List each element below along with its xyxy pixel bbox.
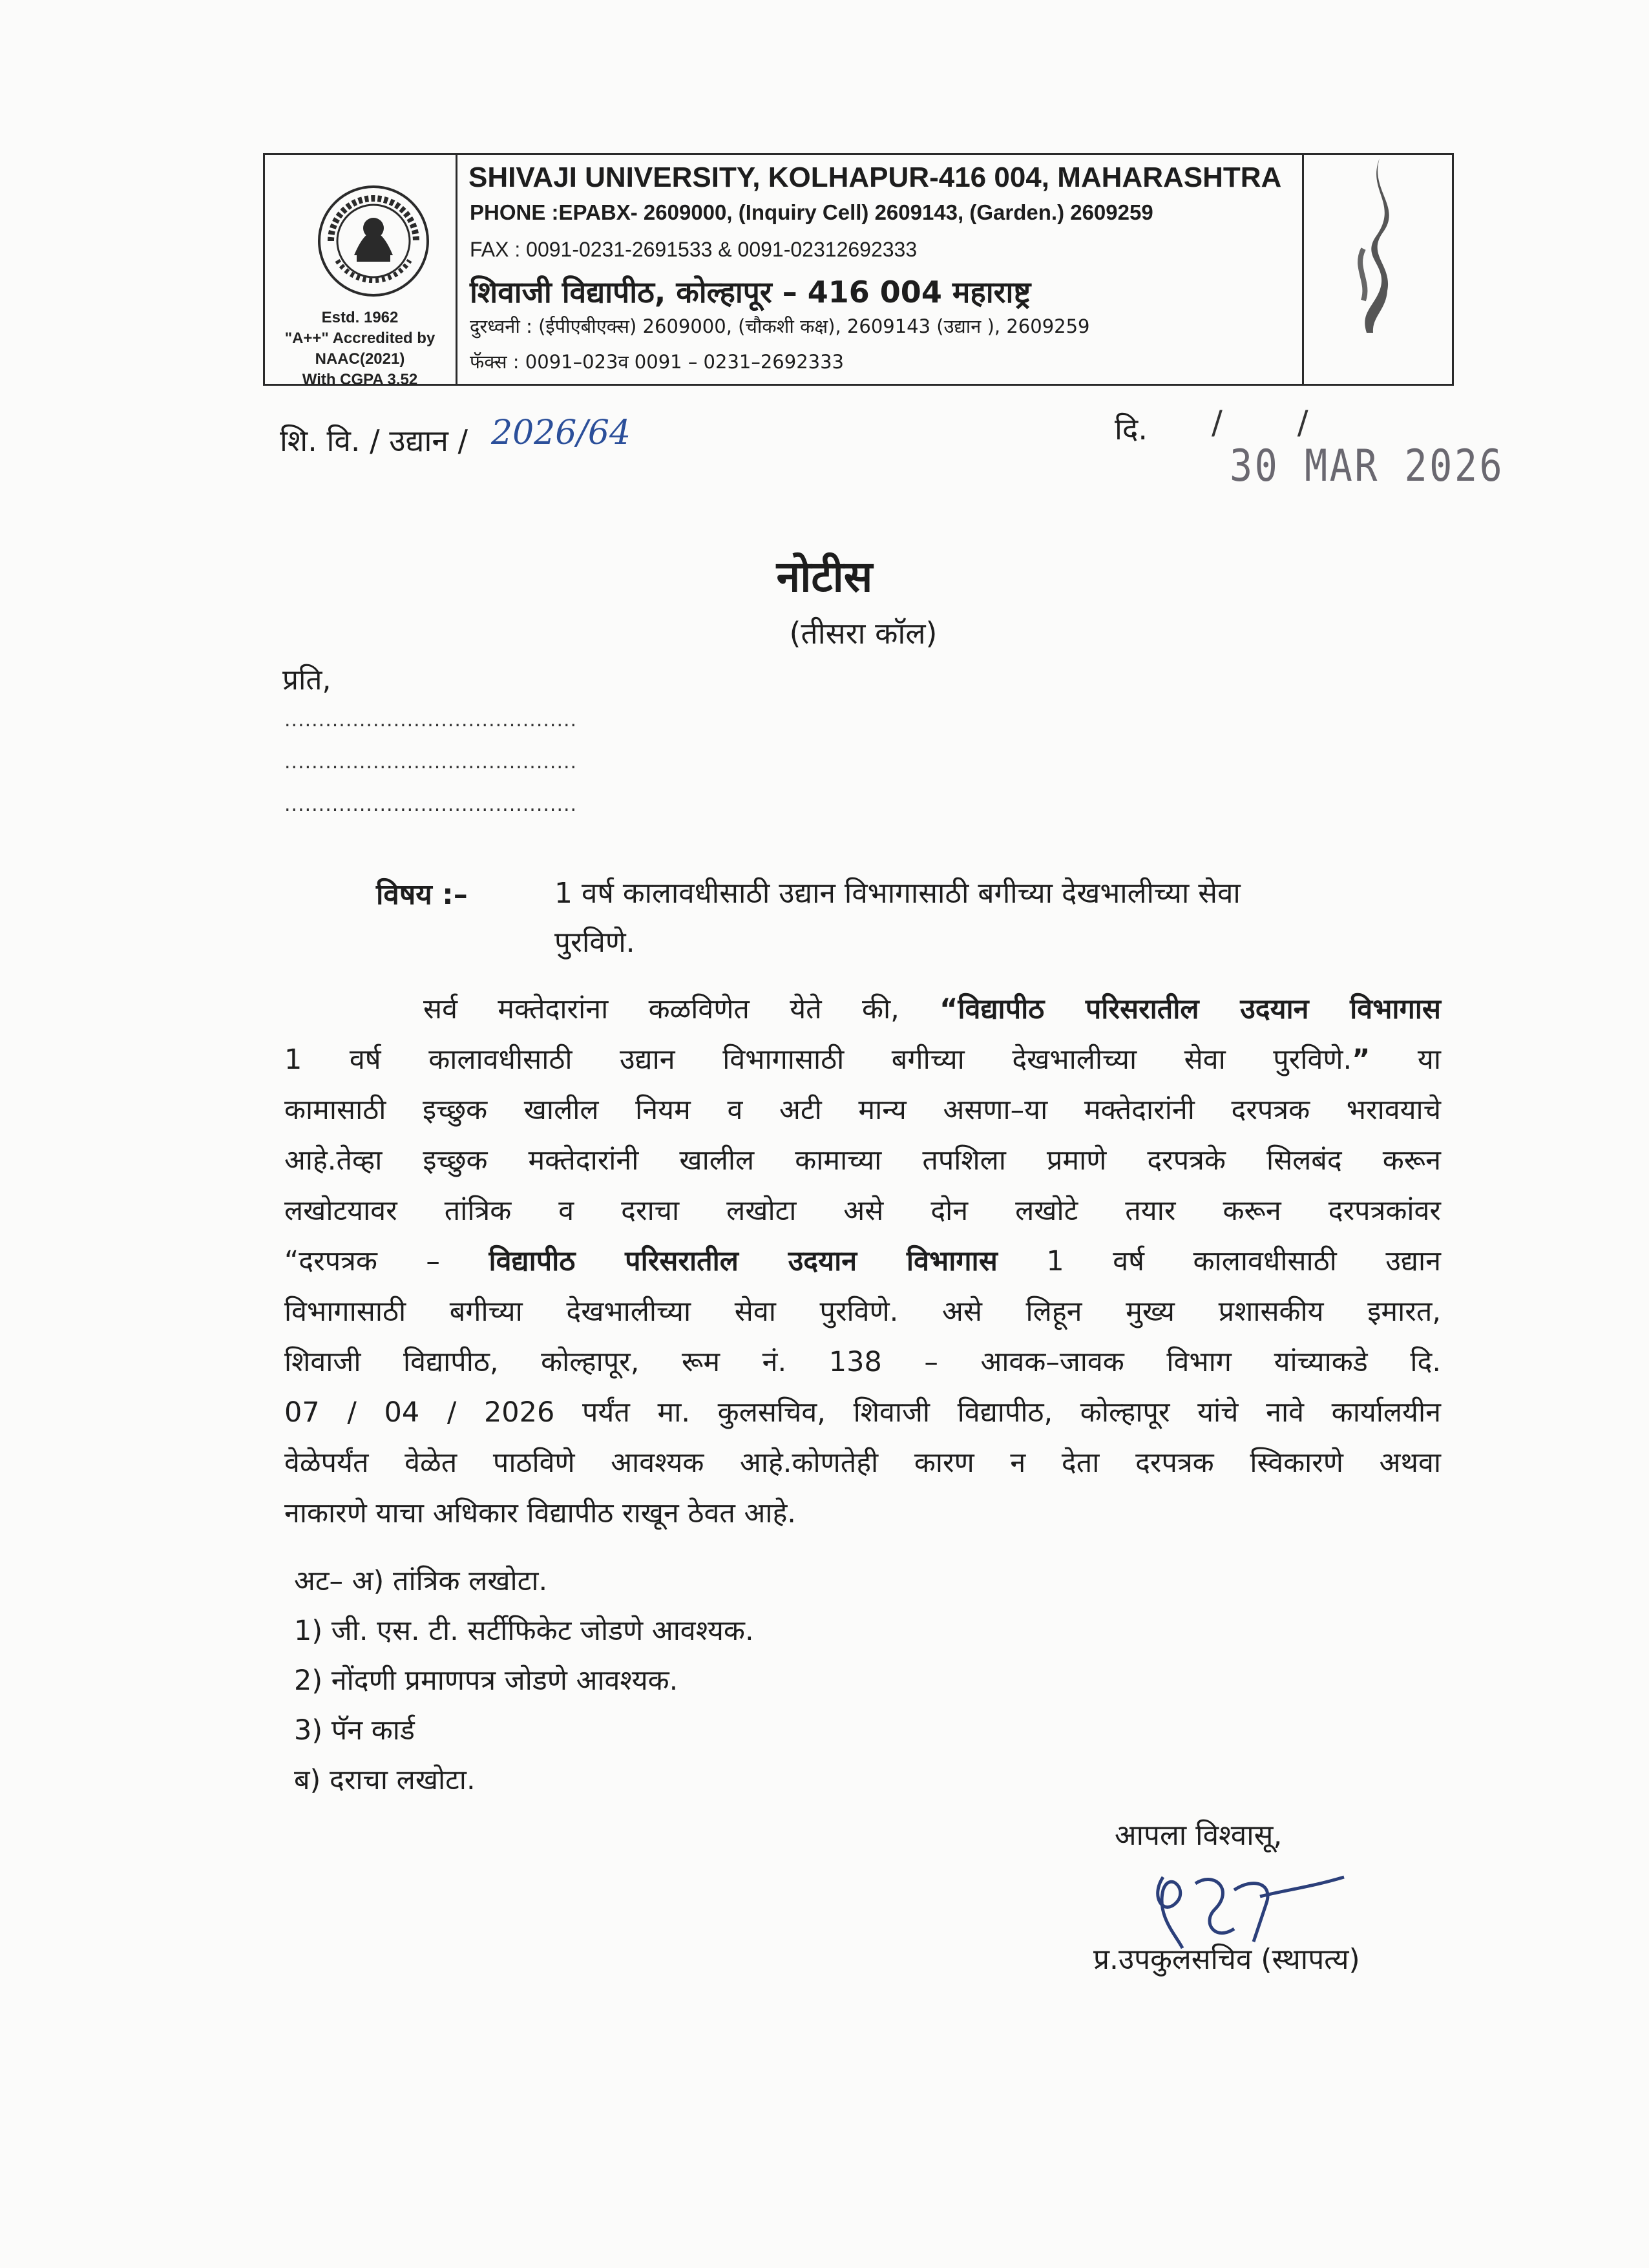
body-line: कामासाठी इच्छुक खालील नियम व अटी मान्य असणा–या मक्तेदारांनी दरपत्रक भरावयाचे [284, 1094, 1441, 1126]
body-line [284, 1242, 1441, 1281]
notice-title: नोटीस [776, 552, 873, 602]
body-line: विभागासाठी बगीच्या देखभालीच्या सेवा पुरविणे. असे लिहून मुख्य प्रशासकीय इमारत, [284, 1296, 1441, 1328]
body-line [423, 990, 1441, 1029]
body-bold-text: ” [1352, 1044, 1371, 1076]
body-text: सर्व मक्तेदारांना कळविणेत येते की, [423, 993, 940, 1025]
body-bold-text: “विद्यापीठ परिसरातील उदयान विभागास [940, 993, 1441, 1025]
attachment-item: 1) जी. एस. टी. सर्टीफिकेट जोडणे आवश्यक. [294, 1615, 754, 1647]
phone-line-en: PHONE :EPABX- 2609000, (Inquiry Cell) 2609143, (Garden.) 2609259 [470, 200, 1153, 224]
subject-label: विषय :– [376, 878, 468, 911]
university-name-mr: शिवाजी विद्यापीठ, कोल्हापूर – 416 004 महाराष्ट्र [470, 275, 1031, 310]
university-name-en: SHIVAJI UNIVERSITY, KOLHAPUR-416 004, MAHARASHTRA [468, 162, 1282, 193]
body-line: 07 / 04 / 2026 पर्यंत मा. कुलसचिव, शिवाजी विद्यापीठ, कोल्हापूर यांचे नावे कार्यालयीन [284, 1396, 1441, 1429]
letterhead-divider [1302, 153, 1304, 386]
notice-subtitle: (तीसरा कॉल) [789, 616, 938, 651]
date-stamp: 30 MAR 2026 [1230, 441, 1505, 492]
body-text: “दरपत्रक – [284, 1245, 489, 1277]
date-slashes: / / [1212, 404, 1341, 441]
subject-line: पुरविणे. [554, 926, 635, 959]
phone-line-mr: दुरध्वनी : (ईपीएबीएक्स) 2609000, (चौकशी कक्ष), 2609143 (उद्यान ), 2609259 [470, 315, 1090, 337]
reference-number-handwritten: 2026/64 [491, 414, 631, 452]
body-line: नाकारणे याचा अधिकार विद्यापीठ राखून ठेवत आहे. [284, 1497, 796, 1529]
estd-line: NAAC(2021) [315, 350, 405, 368]
flame-emblem-logo [1341, 152, 1412, 339]
subject-line: 1 वर्ष कालावधीसाठी उद्यान विभागासाठी बगीच्या देखभालीच्या सेवा [554, 877, 1241, 910]
attachment-item: 3) पॅन कार्ड [294, 1714, 415, 1747]
attachment-item: अट– अ) तांत्रिक लखोटा. [294, 1565, 548, 1597]
body-text: 1 वर्ष कालावधीसाठी उद्यान [997, 1245, 1442, 1277]
body-bold-text: विद्यापीठ परिसरातील उदयान विभागास [488, 1245, 998, 1277]
estd-line: Estd. 1962 [321, 309, 399, 326]
body-text: या [1370, 1044, 1442, 1076]
signatory-designation: प्र.उपकुलसचिव (स्थापत्य) [1093, 1943, 1360, 1976]
addressee-blank-line: ........................................... [284, 751, 578, 773]
subject-text [554, 869, 1420, 967]
letterhead-divider [456, 153, 457, 386]
signature-closing: आपला विश्वासू, [1115, 1819, 1283, 1852]
university-seal-logo [315, 183, 432, 299]
body-line: लखोटयावर तांत्रिक व दराचा लखोटा असे दोन लखोटे तयार करून दरपत्रकांवर [284, 1195, 1441, 1227]
addressee-blank-line: ........................................... [284, 709, 578, 731]
fax-line-en: FAX : 0091-0231-2691533 & 0091-02312692333 [470, 238, 918, 261]
addressee-label: प्रति, [282, 664, 331, 697]
addressee-blank-line: ........................................... [284, 793, 578, 816]
body-line: शिवाजी विद्यापीठ, कोल्हापूर, रूम नं. 138 – आवक–जावक विभाग यांच्याकडे दि. [284, 1346, 1441, 1378]
estd-line: With CGPA 3.52 [302, 371, 418, 388]
body-line [284, 1040, 1441, 1079]
body-line: आहे.तेव्हा इच्छुक मक्तेदारांनी खालील कामाच्या तपशिला प्रमाणे दरपत्रके सिलबंद करून [284, 1144, 1441, 1177]
fax-line-mr: फॅक्स : 0091–023व 0091 – 0231–2692333 [470, 351, 844, 373]
reference-prefix: शि. वि. / उद्यान / [280, 423, 468, 458]
attachment-item: 2) नोंदणी प्रमाणपत्र जोडणे आवश्यक. [294, 1664, 678, 1697]
body-line: वेळेपर्यंत वेळेत पाठविणे आवश्यक आहे.कोणतेही कारण न देता दरपत्रक स्विकारणे अथवा [284, 1447, 1441, 1479]
body-text: 1 वर्ष कालावधीसाठी उद्यान विभागासाठी बगीच्या देखभालीच्या सेवा पुरविणे. [284, 1044, 1352, 1076]
estd-line: "A++" Accredited by [284, 330, 436, 347]
accreditation-text [266, 308, 454, 390]
attachment-item: ब) दराचा लखोटा. [294, 1764, 476, 1796]
date-label: दि. [1115, 412, 1148, 446]
